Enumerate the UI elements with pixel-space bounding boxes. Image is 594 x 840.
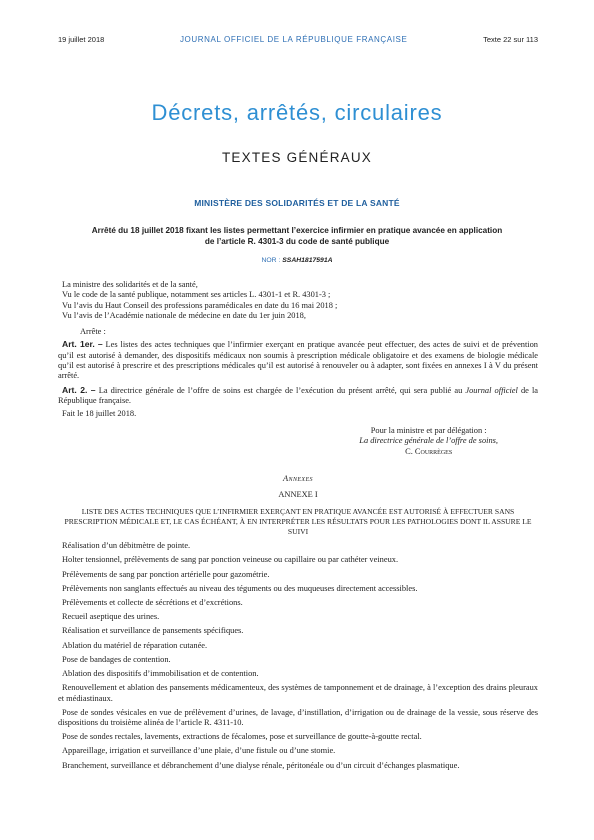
rubric-banner: Décrets, arrêtés, circulaires bbox=[151, 100, 443, 125]
list-item: Renouvellement et ablation des pansements médicamenteux, des systèmes de tamponnement et de drainage, à l’exception des drains pleuraux et médiastinaux. bbox=[58, 683, 538, 703]
signature-delegation: Pour la ministre et par délégation : bbox=[370, 425, 487, 435]
nor-code: SSAH1817591A bbox=[282, 257, 333, 264]
list-item: Recueil aseptique des urines. bbox=[62, 612, 160, 622]
done-at: Fait le 18 juillet 2018. bbox=[62, 409, 137, 419]
visa-minister: La ministre des solidarités et de la santé, bbox=[62, 280, 198, 289]
list-item: Holter tensionnel, prélèvements de sang par ponction veineuse ou capillaire ou par cathéter veineux. bbox=[62, 555, 399, 565]
visa-haut-conseil: Vu l’avis du Haut Conseil des professions paramédicales en date du 16 mai 2018 ; bbox=[62, 300, 338, 310]
article-2-journal-italic: Journal officiel bbox=[465, 385, 518, 395]
annex-1-title: ANNEXE I bbox=[278, 490, 318, 500]
section-title: TEXTES GÉNÉRAUX bbox=[221, 150, 373, 165]
list-item: Prélèvements de sang par ponction artérielle pour gazométrie. bbox=[62, 569, 270, 579]
article-2-text: La directrice générale de l’offre de soins est chargée de l’exécution du présent arrêté, qui sera publié au bbox=[98, 385, 463, 395]
decree-body bbox=[58, 280, 538, 771]
signature-block bbox=[58, 426, 538, 458]
running-header bbox=[58, 35, 538, 44]
visa-academie: Vu l’avis de l’Académie nationale de médecine en date du 1er juin 2018, bbox=[62, 310, 306, 320]
article-1 bbox=[58, 339, 538, 381]
signature-name: C. Courrèges bbox=[405, 446, 453, 456]
header-date: 19 juillet 2018 bbox=[58, 35, 105, 44]
nor-reference bbox=[0, 257, 594, 264]
list-item: Ablation du matériel de réparation cutanée. bbox=[62, 640, 208, 650]
list-item: Réalisation et surveillance de pansements spécifiques. bbox=[62, 626, 244, 636]
ministry-name: MINISTÈRE DES SOLIDARITÉS ET DE LA SANTÉ bbox=[194, 198, 400, 208]
annex-1-heading: LISTE DES ACTES TECHNIQUES QUE L’INFIRMIER EXERÇANT EN PRATIQUE AVANCÉE EST AUTORISÉ À EFFECTUER SANS PRESCRIPTION MÉDICALE ET, LE CAS ÉCHÉANT, À EN INTERPRÉTER LES RÉSULTATS POUR LES PATHOLOGIES DONT IL ASSURE LE SUIVI bbox=[64, 506, 532, 537]
list-item: Prélèvements non sanglants effectués au niveau des téguments ou des muqueuses directement accessibles. bbox=[62, 583, 418, 593]
list-item: Branchement, surveillance et débranchement d’une dialyse rénale, péritonéale ou d’un circuit d’échanges plasmatique. bbox=[62, 760, 460, 770]
list-item: Ablation des dispositifs d’immobilisation et de contention. bbox=[62, 669, 259, 679]
signature-role: La directrice générale de l’offre de soins, bbox=[359, 436, 498, 446]
nor-label: NOR : bbox=[261, 257, 281, 264]
list-item: Prélèvements et collecte de sécrétions et d’excrétions. bbox=[62, 598, 243, 608]
article-1-text: Les listes des actes techniques que l’infirmier exerçant en pratique avancée peut effectuer, des actes de suivi et de prévention qu’il est autorisé à demander, des dispositifs médicaux non soumis à prescription médicale obligatoire et des examens de biologie médicale qu’il est autorisé à prescrire et des prescriptions médicales qu’il est autorisé à renouveler ou à adapter, sont fixées en annexes I à V du présent arrêté. bbox=[58, 340, 538, 381]
annexes-title: Annexes bbox=[283, 474, 313, 484]
header-text-reference: Texte 22 sur 113 bbox=[483, 35, 538, 44]
list-item: Pose de sondes rectales, lavements, extractions de fécalomes, pose et surveillance de goutte-à-goutte rectal. bbox=[62, 732, 422, 742]
list-item: Réalisation d’un débitmètre de pointe. bbox=[62, 541, 191, 551]
decree-title: Arrêté du 18 juillet 2018 fixant les listes permettant l’exercice infirmier en pratique avancée en application de l’article R. 4301-3 du code de santé publique bbox=[91, 226, 503, 246]
list-item: Pose de bandages de contention. bbox=[62, 654, 171, 664]
article-1-number: Art. 1er. – bbox=[62, 339, 103, 350]
header-journal-title: JOURNAL OFFICIEL DE LA RÉPUBLIQUE FRANÇAISE bbox=[179, 35, 408, 44]
article-2-text-end: de la République française. bbox=[58, 385, 539, 405]
annex-1-list bbox=[58, 541, 538, 770]
article-2-number: Art. 2. – bbox=[62, 384, 96, 395]
article-2 bbox=[58, 385, 538, 407]
list-item: Pose de sondes vésicales en vue de prélèvement d’urines, de lavage, d’instillation, d’irrigation ou de drainage de la vessie, sous réserve des dispositions du troisième alinéa de l’article R. 4311-10. bbox=[58, 707, 538, 727]
list-item: Appareillage, irrigation et surveillance d’une plaie, d’une fistule ou d’une stomie. bbox=[62, 746, 336, 756]
visa-code: Vu le code de la santé publique, notamment ses articles L. 4301-1 et R. 4301-3 ; bbox=[62, 290, 331, 300]
arrete-label: Arrête : bbox=[80, 327, 106, 337]
